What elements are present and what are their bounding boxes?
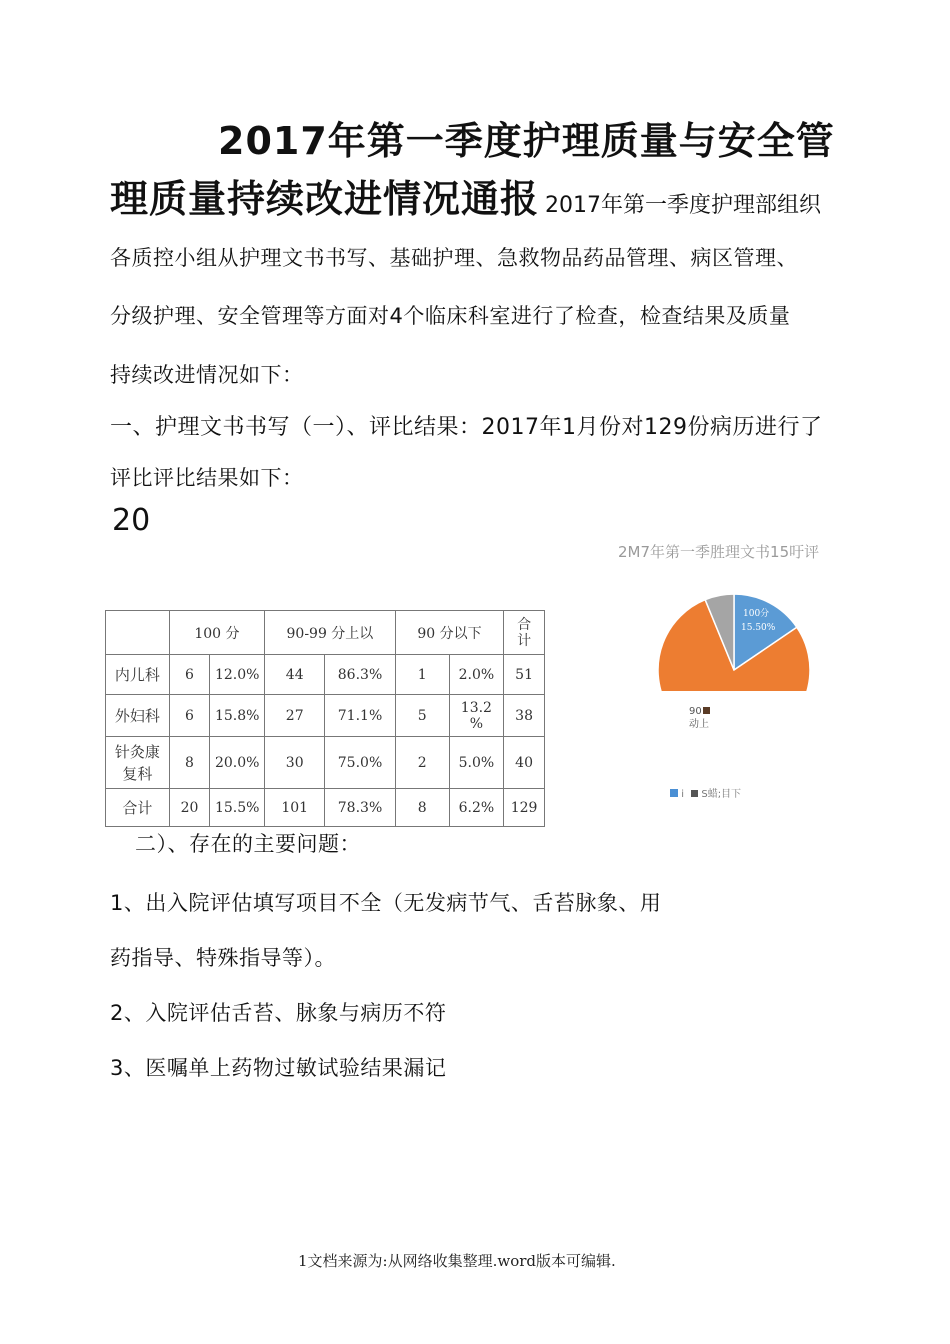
table-cell: 6 xyxy=(169,695,210,737)
table-cell: 6.2% xyxy=(449,789,504,827)
legend-bottom-label: i xyxy=(681,789,684,800)
table-cell: 15.8% xyxy=(210,695,265,737)
table-cell: 27 xyxy=(265,695,325,737)
legend-swatch-dark-icon xyxy=(691,790,698,797)
pie-slices xyxy=(658,594,810,746)
table-row xyxy=(106,695,545,737)
legend-90-label: 90 xyxy=(689,706,702,717)
intro-line-2: 分级护理、安全管理等方面对4个临床科室进行了检查，检查结果及质量 xyxy=(110,304,791,328)
header-cell-90-99: 90-99 分上以 xyxy=(265,611,396,655)
header-cell-empty xyxy=(106,611,170,655)
table-cell: 75.0% xyxy=(325,737,395,789)
problem-item-3: 3、医嘱单上药物过敏试验结果漏记 xyxy=(110,1056,447,1080)
section1-line-1: 一、护理文书书写（一）、评比结果：2017年1月份对129份病历进行了 xyxy=(110,415,823,440)
table-cell: 6 xyxy=(169,655,210,695)
legend-swatch-blue-icon xyxy=(670,789,678,797)
row-label: 合计 xyxy=(106,789,170,827)
row-label: 内儿科 xyxy=(106,655,170,695)
table-cell: 5.0% xyxy=(449,737,504,789)
title-line-2 xyxy=(110,168,821,223)
chart-title: 2M7年第一季胜理文书15吁评 xyxy=(618,543,820,561)
table-cell: 51 xyxy=(504,655,545,695)
results-table xyxy=(105,610,545,827)
pie-data-label-name: 100分 xyxy=(743,609,770,619)
table-cell: 12.0% xyxy=(210,655,265,695)
table-cell: 38 xyxy=(504,695,545,737)
row-label: 外妇科 xyxy=(106,695,170,737)
table-cell: 20.0% xyxy=(210,737,265,789)
table-cell: 44 xyxy=(265,655,325,695)
problem-item-1: 1、出入院评估填写项目不全（无发病节气、舌苔脉象、用 xyxy=(110,891,662,915)
table-row xyxy=(106,655,545,695)
intro-line-1: 各质控小组从护理文书书写、基础护理、急救物品药品管理、病区管理、 xyxy=(110,246,798,270)
title-line-1 xyxy=(218,110,835,165)
table-cell: 40 xyxy=(504,737,545,789)
title-line2-text: 理质量持续改进情况通报 xyxy=(110,177,540,221)
header-cell-below-90: 90 分以下 xyxy=(395,611,503,655)
table-cell: 5 xyxy=(395,695,449,737)
section1-line-2: 评比评比结果如下： xyxy=(110,466,304,490)
legend-bottom-tail: S蜡;目下 xyxy=(701,789,742,800)
pie-chart xyxy=(640,570,820,695)
table-cell: 2 xyxy=(395,737,449,789)
chart-bottom-legend xyxy=(670,785,800,800)
legend-90-sublabel: 动上 xyxy=(689,719,709,730)
table-cell: 2.0% xyxy=(449,655,504,695)
table-row xyxy=(106,789,545,827)
table-cell: 78.3% xyxy=(325,789,395,827)
pie-data-label-percent: 15.50% xyxy=(741,623,776,633)
big-number: 20 xyxy=(112,503,151,538)
table-cell: 86.3% xyxy=(325,655,395,695)
header-cell-100: 100 分 xyxy=(169,611,264,655)
section2-heading: 二）、存在的主要问题： xyxy=(135,832,361,856)
intro-start-text: 2017年第一季度护理部组织 xyxy=(545,193,822,218)
chart-side-legend xyxy=(689,705,710,731)
table-cell: 13.2 % xyxy=(449,695,504,737)
legend-swatch-icon xyxy=(703,707,710,714)
table-cell: 15.5% xyxy=(210,789,265,827)
intro-line-3: 持续改进情况如下： xyxy=(110,363,304,387)
table-cell: 8 xyxy=(395,789,449,827)
table-cell: 129 xyxy=(504,789,545,827)
problem-item-2: 2、入院评估舌苔、脉象与病历不符 xyxy=(110,1001,447,1025)
footer-note: 1文档来源为:从网络收集整理.word版本可编辑. xyxy=(298,1252,616,1270)
table-cell: 1 xyxy=(395,655,449,695)
table-cell: 101 xyxy=(265,789,325,827)
title-line1-text: 2017年第一季度护理质量与安全管 xyxy=(218,119,835,163)
problem-item-1-cont: 药指导、特殊指导等）。 xyxy=(110,946,336,970)
table-cell: 71.1% xyxy=(325,695,395,737)
table-cell: 20 xyxy=(169,789,210,827)
table-row xyxy=(106,737,545,789)
table-cell: 30 xyxy=(265,737,325,789)
table-header-row xyxy=(106,611,545,655)
row-label: 针灸康 复科 xyxy=(106,737,170,789)
header-cell-total: 合 计 xyxy=(504,611,545,655)
table-cell: 8 xyxy=(169,737,210,789)
